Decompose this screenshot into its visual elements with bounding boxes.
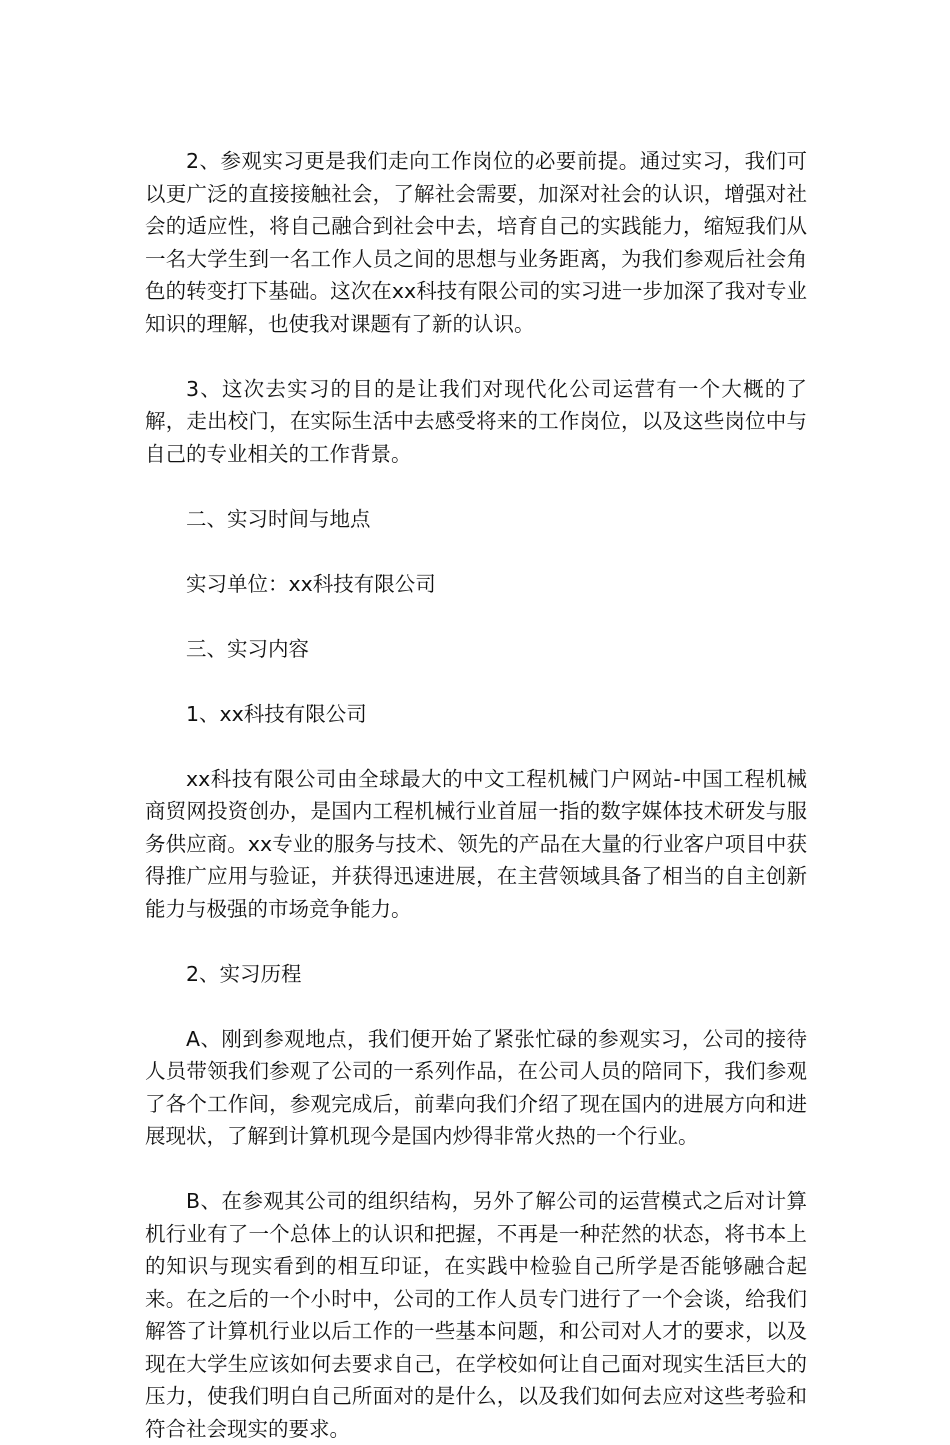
paragraph-process-b: B、在参观其公司的组织结构，另外了解公司的运营模式之后对计算机行业有了一个总体上的认识和把握，不再是一种茫然的状态，将书本上的知识与现实看到的相互印证，在实践中检验自己所学是否能够融合起来。在之后的一个小时中，公司的工作人员专门进行了一个会谈，给我们解答了计算机行业以后工作的一些基本问题，和公司对人才的要求，以及现在大学生应该如何去要求自己，在学校如何让自己面对现实生活巨大的压力，使我们明白自己所面对的是什么，以及我们如何去应对这些考验和符合社会现实的要求。 xyxy=(145,1189,807,1441)
section-heading-time-place: 二、实习时间与地点 xyxy=(186,506,371,531)
paragraph-process-a: A、刚到参观地点，我们便开始了紧张忙碌的参观实习，公司的接待人员带领我们参观了公司的一系列作品，在公司人员的陪同下，我们参观了各个工作间，参观完成后，前辈向我们介绍了现在国内的进展方向和进展现状，了解到计算机现今是国内炒得非常火热的一个行业。 xyxy=(145,1026,807,1148)
subheading-process: 2、实习历程 xyxy=(186,961,302,986)
paragraph-purpose-3: 3、这次去实习的目的是让我们对现代化公司运营有一个大概的了解，走出校门，在实际生活中去感受将来的工作岗位，以及这些岗位中与自己的专业相关的工作背景。 xyxy=(145,376,807,466)
paragraph-company-intro: xx科技有限公司由全球最大的中文工程机械门户网站-中国工程机械商贸网投资创办，是国内工程机械行业首屈一指的数字媒体技术研发与服务供应商。xx专业的服务与技术、领先的产品在大量的行业客户项目中获得推广应用与验证，并获得迅速进展，在主营领域具备了相当的自主创新能力与极强的市场竞争能力。 xyxy=(145,766,807,921)
paragraph-gap xyxy=(145,535,807,568)
paragraph-gap xyxy=(145,1153,807,1186)
document-body xyxy=(145,145,807,1445)
paragraph-gap xyxy=(145,470,807,503)
paragraph-gap xyxy=(145,925,807,958)
paragraph-purpose-2: 2、参观实习更是我们走向工作岗位的必要前提。通过实习，我们可以更广泛的直接接触社会，了解社会需要，加深对社会的认识，增强对社会的适应性，将自己融合到社会中去，培育自己的实践能力，缩短我们从一名大学生到一名工作人员之间的思想与业务距离，为我们参观后社会角色的转变打下基础。这次在xx科技有限公司的实习进一步加深了我对专业知识的理解，也使我对课题有了新的认识。 xyxy=(145,149,807,336)
subheading-company: 1、xx科技有限公司 xyxy=(186,701,367,726)
section-heading-content: 三、实习内容 xyxy=(186,636,309,661)
paragraph-gap xyxy=(145,600,807,633)
paragraph-gap xyxy=(145,990,807,1023)
paragraph-gap xyxy=(145,665,807,698)
paragraph-gap xyxy=(145,730,807,763)
internship-unit-line: 实习单位：xx科技有限公司 xyxy=(186,571,436,596)
paragraph-gap xyxy=(145,340,807,373)
